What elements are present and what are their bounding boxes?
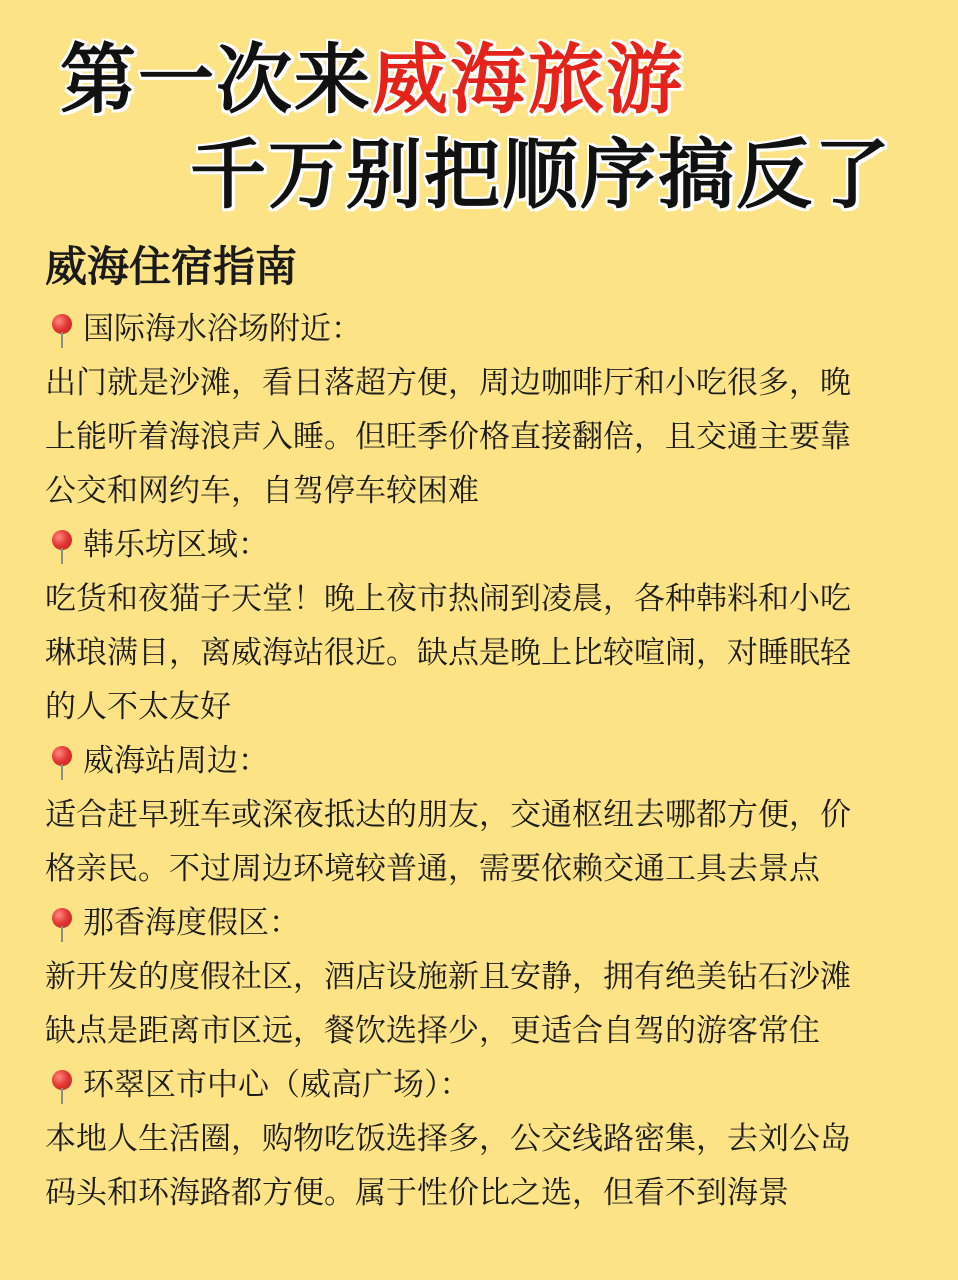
item-description-line: 出门就是沙滩，看日落超方便，周边咖啡厅和小吃很多，晚 [45,365,851,401]
item-description-line: 新开发的度假社区，酒店设施新且安静，拥有绝美钻石沙滩 [45,959,851,995]
list-item [45,518,915,734]
item-description-line: 缺点是距离市区远，餐饮选择少，更适合自驾的游客常住 [45,1013,820,1049]
title-red-part: 威海旅游 [372,35,684,124]
item-heading-label: 威海站周边： [83,743,269,779]
item-heading-label: 国际海水浴场附近： [83,311,362,347]
item-description-line: 琳琅满目，离威海站很近。缺点是晚上比较喧闹，对睡眠轻 [45,635,851,671]
item-heading [45,518,915,572]
item-description-line: 适合赶早班车或深夜抵达的朋友，交通枢纽去哪都方便，价 [45,797,851,833]
page-title-line-1 [60,35,684,125]
item-description-line: 格亲民。不过周边环境较普通，需要依赖交通工具去景点 [45,851,820,887]
page-title-line-2: 千万别把顺序搞反了 [190,130,892,219]
title-black-part: 第一次来 [60,35,372,124]
item-heading [45,302,915,356]
round-pushpin-icon [45,899,81,947]
item-heading-label: 环翠区市中心（威高广场）： [83,1067,471,1103]
item-description-line: 码头和环海路都方便。属于性价比之选，但看不到海景 [45,1175,789,1211]
section-title: 威海住宿指南 [45,242,298,291]
item-description-line: 上能听着海浪声入睡。但旺季价格直接翻倍，且交通主要靠 [45,419,851,455]
item-description-line: 吃货和夜猫子天堂！晚上夜市热闹到凌晨，各种韩料和小吃 [45,581,851,617]
round-pushpin-icon [45,1061,81,1109]
round-pushpin-icon [45,737,81,785]
item-heading [45,734,915,788]
item-heading-label: 那香海度假区： [83,905,300,941]
item-description-line: 公交和网约车，自驾停车较困难 [45,473,479,509]
item-heading [45,1058,915,1112]
item-description-line: 本地人生活圈，购物吃饭选择多，公交线路密集，去刘公岛 [45,1121,851,1157]
round-pushpin-icon [45,521,81,569]
item-heading-label: 韩乐坊区域： [83,527,269,563]
list-item [45,302,915,518]
list-item [45,734,915,896]
accommodation-list [45,302,915,1220]
item-heading [45,896,915,950]
list-item [45,1058,915,1220]
list-item [45,896,915,1058]
item-description-line: 的人不太友好 [45,689,231,725]
round-pushpin-icon [45,305,81,353]
